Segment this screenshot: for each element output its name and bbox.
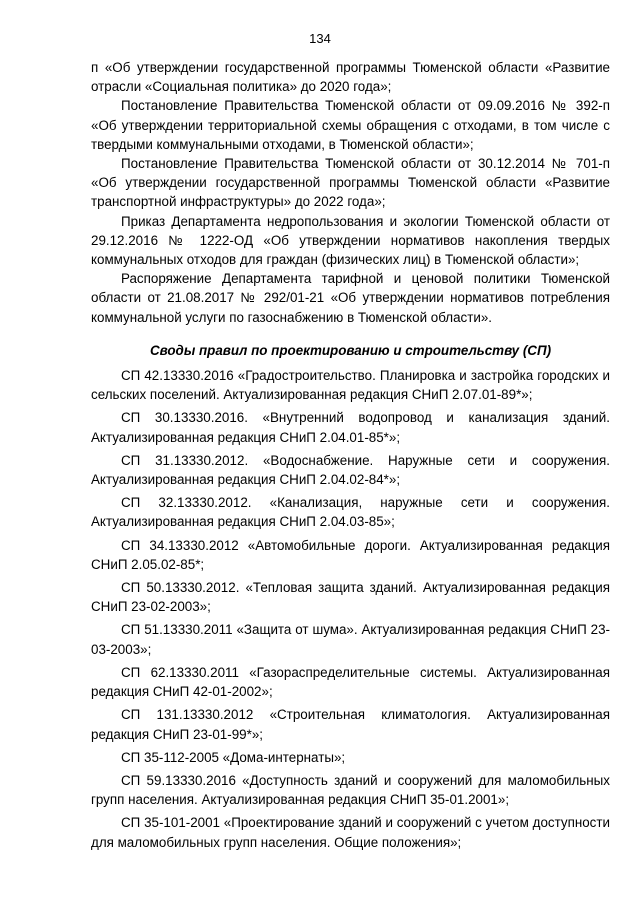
list-item: СП 35-112-2005 «Дома-интернаты»; <box>121 749 346 765</box>
list-item: СП 131.13330.2012 «Строительная климатология. Актуализированная редакция СНиП 23-01-99*»; <box>91 707 610 742</box>
list-item: СП 30.13330.2016. «Внутренний водопровод и канализация зданий. Актуализированная редакция СНиП 2.04.01-85*»; <box>91 410 610 445</box>
sp-list <box>91 366 610 852</box>
document-body <box>91 58 610 856</box>
page-number: 134 <box>309 31 331 46</box>
paragraph-5: Распоряжение Департамента тарифной и ценовой политики Тюменской области от 21.08.2017 № 292/01-21 «Об утверждении нормативов потребления коммунальной услуги по газоснабжению в Тюменской области». <box>91 271 610 325</box>
list-item: СП 34.13330.2012 «Автомобильные дороги. Актуализированная редакция СНиП 2.05.02-85*; <box>91 537 610 572</box>
list-item: СП 32.13330.2012. «Канализация, наружные сети и сооружения. Актуализированная редакция СНиП 2.04.03-85»; <box>91 495 610 530</box>
list-item: СП 59.13330.2016 «Доступность зданий и сооружений для маломобильных групп населения. Актуализированная редакция СНиП 35-01.2001»; <box>91 772 610 808</box>
list-item: СП 50.13330.2012. «Тепловая защита зданий. Актуализированная редакция СНиП 23-02-2003»; <box>91 580 610 615</box>
intro-section <box>91 58 610 327</box>
list-item: СП 42.13330.2016 «Градостроительство. Планировка и застройка городских и сельских поселений. Актуализированная редакция СНиП 2.07.01-89*»; <box>91 368 610 403</box>
list-item: СП 35-101-2001 «Проектирование зданий и сооружений с учетом доступности для маломобильных групп населения. Общие положения»; <box>91 815 610 850</box>
paragraph-2: Постановление Правительства Тюменской области от 09.09.2016 № 392-п «Об утверждении территориальной схемы обращения с отходами, в том числе с твердыми коммунальными отходами, в Тюменской области»; <box>91 98 610 152</box>
list-item: СП 31.13330.2012. «Водоснабжение. Наружные сети и сооружения. Актуализированная редакция СНиП 2.04.02-84*»; <box>91 452 610 488</box>
list-item: СП 51.13330.2011 «Защита от шума». Актуализированная редакция СНиП 23-03-2003»; <box>91 622 610 657</box>
paragraph-1: п «Об утверждении государственной программы Тюменской области «Развитие отрасли «Социальная политика» до 2020 года»; <box>91 60 610 95</box>
section-heading: Своды правил по проектированию и строительству (СП) <box>149 342 552 358</box>
paragraph-3: Постановление Правительства Тюменской области от 30.12.2014 № 701-п «Об утверждении государственной программы Тюменской области «Развитие транспортной инфраструктуры» до 2022 года»; <box>91 156 610 210</box>
paragraph-4: Приказ Департамента недропользования и экологии Тюменской области от 29.12.2016 № 1222-ОД «Об утверждении нормативов накопления твердых коммунальных отходов для граждан (физических лиц) в Тюменской области»; <box>91 213 610 268</box>
list-item: СП 62.13330.2011 «Газораспределительные системы. Актуализированная редакция СНиП 42-01-2002»; <box>91 664 610 700</box>
